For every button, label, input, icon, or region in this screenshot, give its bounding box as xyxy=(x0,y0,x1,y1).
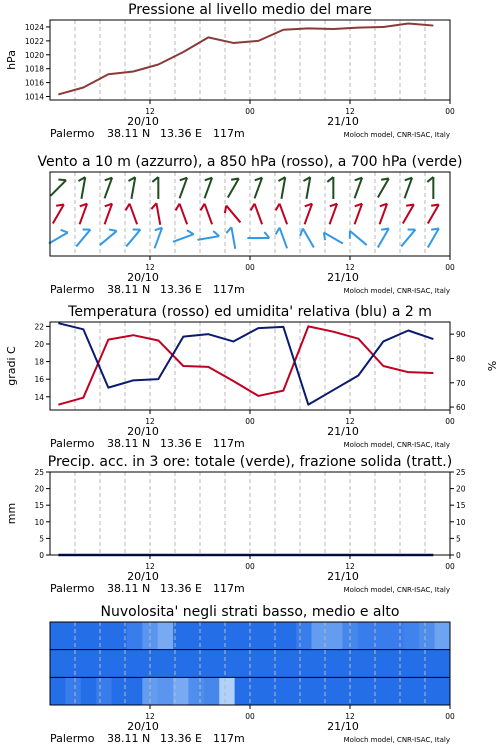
wind-barb xyxy=(126,204,137,225)
y-tick-label: 15 xyxy=(34,501,44,511)
y-axis-label: hPa xyxy=(5,50,18,70)
cloud-cell xyxy=(265,622,281,650)
cloud-cell xyxy=(404,650,420,678)
wind-barb-shaft xyxy=(100,231,117,245)
location-lon: 13.36 E xyxy=(160,127,202,140)
cloud-cell xyxy=(250,650,266,678)
day-label: 20/10 xyxy=(127,720,159,733)
cloud-cell xyxy=(388,622,404,650)
wind-barb xyxy=(76,230,90,247)
location-city: Palermo xyxy=(50,437,95,450)
wind-barb xyxy=(225,206,241,223)
wind-barb-shaft xyxy=(281,177,285,199)
x-tick-label: 00 xyxy=(445,107,455,116)
chart-title: Nuvolosita' negli strati basso, medio e alto xyxy=(100,604,400,620)
y2-tick-label: 20 xyxy=(456,484,466,494)
x-tick-label: 12 xyxy=(145,712,155,721)
y-tick-label: 1018 xyxy=(24,64,44,74)
wind-barb-feather xyxy=(176,204,180,211)
cloud-cell xyxy=(327,650,343,678)
cloud-cell xyxy=(81,677,97,705)
x-tick-label: 00 xyxy=(445,562,455,571)
wind-barb xyxy=(49,230,68,244)
location-alt: 117m xyxy=(213,732,245,745)
y-tick-label: 22 xyxy=(34,322,44,332)
wind-barb xyxy=(278,177,285,199)
credit: Moloch model, CNR-ISAC, Italy xyxy=(343,736,450,744)
cloud-cell xyxy=(296,650,312,678)
x-tick-label: 12 xyxy=(345,417,355,426)
x-tick-label: 00 xyxy=(245,417,255,426)
cloud-cell xyxy=(281,622,297,650)
wind-barb xyxy=(228,178,239,197)
x-tick-label: 12 xyxy=(145,562,155,571)
wind-barb-shaft xyxy=(403,204,414,223)
cloud-cell xyxy=(419,622,435,650)
wind-barb-shaft xyxy=(131,177,135,199)
location-city: Palermo xyxy=(50,582,95,595)
wind-barb-feather xyxy=(231,178,239,179)
wind-barb xyxy=(155,228,163,249)
x-tick-label: 12 xyxy=(345,712,355,721)
x-tick-label: 00 xyxy=(245,712,255,721)
cloud-cell xyxy=(81,622,97,650)
wind-barb-feather xyxy=(58,179,66,180)
wind-barb-shaft xyxy=(280,204,288,225)
y-axis-label: gradi C xyxy=(5,346,18,386)
wind-barb xyxy=(128,177,135,199)
y-tick-label: 0 xyxy=(39,551,44,560)
cloud-cell xyxy=(219,677,235,705)
wind-barb-shaft xyxy=(228,178,239,197)
cloud-cell xyxy=(388,677,404,705)
plot-frame xyxy=(50,20,450,100)
credit: Moloch model, CNR-ISAC, Italy xyxy=(343,131,450,139)
cloud-cell xyxy=(50,677,66,705)
cloud-cell xyxy=(188,677,204,705)
day-label: 20/10 xyxy=(127,115,159,128)
wind-barb-feather xyxy=(251,204,255,211)
wind-barb-feather xyxy=(187,230,194,234)
y-tick-label: 1014 xyxy=(24,92,44,102)
y-tick-label: 1024 xyxy=(24,22,44,32)
wind-barb-shaft xyxy=(81,177,85,199)
y2-tick-label: 80 xyxy=(456,354,466,364)
wind-barb xyxy=(152,177,158,199)
wind-barb-shaft xyxy=(378,228,389,247)
cloud-cell xyxy=(96,622,112,650)
cloud-cell xyxy=(435,650,451,678)
wind-barb xyxy=(327,177,333,199)
location-lon: 13.36 E xyxy=(160,732,202,745)
wind-barb xyxy=(205,178,213,199)
location-lon: 13.36 E xyxy=(160,437,202,450)
day-label: 20/10 xyxy=(127,271,159,284)
wind-barb xyxy=(226,227,235,249)
y-tick-label: 14 xyxy=(34,392,44,402)
wind-barb-feather xyxy=(201,204,205,211)
wind-barb-feather xyxy=(226,227,231,233)
wind-barb-shaft xyxy=(255,204,263,225)
cloud-cell xyxy=(188,650,204,678)
y2-tick-label: 70 xyxy=(456,378,466,388)
y-tick-label: 10 xyxy=(34,517,44,527)
cloud-cell xyxy=(96,677,112,705)
cloud-cell xyxy=(388,650,404,678)
wind-barb-feather xyxy=(381,178,389,179)
cloud-cell xyxy=(204,677,220,705)
credit: Moloch model, CNR-ISAC, Italy xyxy=(343,586,450,594)
cloud-cell xyxy=(219,650,235,678)
cloud-cell xyxy=(327,622,343,650)
cloud-cell xyxy=(250,622,266,650)
cloud-cell xyxy=(435,622,451,650)
wind-barb xyxy=(355,178,363,199)
wind-barb-feather xyxy=(431,204,439,205)
cloud-cell xyxy=(250,677,266,705)
wind-barb-shaft xyxy=(126,230,140,247)
y2-tick-label: 15 xyxy=(456,501,466,511)
wind-barb-shaft xyxy=(350,231,367,245)
wind-barb-feather xyxy=(151,203,156,209)
y-tick-label: 20 xyxy=(34,340,44,349)
wind-barb-shaft xyxy=(173,234,194,242)
cloud-cell xyxy=(235,677,251,705)
wind-barb-feather xyxy=(431,228,439,229)
location-city: Palermo xyxy=(50,732,95,745)
wind-barb xyxy=(255,178,263,199)
wind-barb xyxy=(300,228,314,247)
wind-barb xyxy=(380,204,388,225)
wind-barb xyxy=(126,230,140,247)
wind-barb-feather xyxy=(324,233,325,241)
wind-barb-feather xyxy=(126,204,130,211)
y2-tick-label: 0 xyxy=(456,551,461,560)
day-label: 21/10 xyxy=(327,570,359,583)
location-alt: 117m xyxy=(213,582,245,595)
y2-tick-label: 25 xyxy=(456,468,466,477)
wind-barb xyxy=(51,179,67,195)
location-city: Palermo xyxy=(50,283,95,296)
wind-barb-feather xyxy=(381,228,389,229)
chart-title: Vento a 10 m (azzurro), a 850 hPa (rosso), a 700 hPa (verde) xyxy=(37,154,463,170)
cloud-cell xyxy=(358,650,374,678)
wind-barb xyxy=(378,228,389,247)
wind-barb-feather xyxy=(109,230,117,231)
cloud-cell xyxy=(327,677,343,705)
credit: Moloch model, CNR-ISAC, Italy xyxy=(343,441,450,449)
temperature-line xyxy=(58,326,433,404)
chart-title: Precip. acc. in 3 ore: totale (verde), frazione solida (tratt.) xyxy=(47,454,453,470)
wind-barb xyxy=(303,177,310,199)
cloud-cell xyxy=(235,650,251,678)
x-tick-label: 00 xyxy=(445,417,455,426)
day-label: 21/10 xyxy=(327,425,359,438)
wind-barb xyxy=(53,204,64,223)
cloud-cell xyxy=(235,622,251,650)
cloud-cell xyxy=(158,650,174,678)
wind-barb xyxy=(355,204,363,225)
cloud-cell xyxy=(65,650,81,678)
wind-barb-shaft xyxy=(51,180,67,196)
cloud-cell xyxy=(419,650,435,678)
wind-barb-feather xyxy=(61,230,68,233)
x-tick-label: 12 xyxy=(345,562,355,571)
wind-barb-shaft xyxy=(49,233,68,244)
wind-barb-shaft xyxy=(205,204,213,225)
chart-title: Pressione al livello medio del mare xyxy=(128,2,372,18)
wind-barb xyxy=(305,204,313,225)
x-tick-label: 00 xyxy=(245,107,255,116)
cloud-cell xyxy=(50,622,66,650)
wind-barb xyxy=(105,204,113,225)
location-alt: 117m xyxy=(213,283,245,296)
y-tick-label: 20 xyxy=(34,484,44,494)
wind-barb xyxy=(105,178,113,199)
wind-barb-shaft xyxy=(428,228,439,247)
x-tick-label: 12 xyxy=(145,417,155,426)
cloud-cell xyxy=(127,650,143,678)
location-lat: 38.11 N xyxy=(107,582,151,595)
y2-tick-label: 90 xyxy=(456,330,466,340)
day-label: 20/10 xyxy=(127,425,159,438)
wind-barb-feather xyxy=(213,231,219,236)
wind-barb xyxy=(198,231,220,240)
wind-barb-shaft xyxy=(130,204,138,225)
cloud-cell xyxy=(188,622,204,650)
wind-barb xyxy=(173,230,194,241)
cloud-cell xyxy=(219,622,235,650)
cloud-cell xyxy=(404,622,420,650)
x-tick-label: 00 xyxy=(445,712,455,721)
wind-barb-shaft xyxy=(401,230,415,247)
wind-barb-shaft xyxy=(324,233,343,244)
credit: Moloch model, CNR-ISAC, Italy xyxy=(343,287,450,295)
cloud-cell xyxy=(296,622,312,650)
wind-barb xyxy=(80,204,88,225)
wind-barb-feather xyxy=(406,204,414,205)
location-alt: 117m xyxy=(213,437,245,450)
wind-barb-shaft xyxy=(180,204,188,225)
x-tick-label: 00 xyxy=(445,263,455,272)
wind-barb xyxy=(401,230,415,247)
cloud-cell xyxy=(65,622,81,650)
y2-tick-label: 5 xyxy=(456,534,461,544)
chart-title: Temperatura (rosso) ed umidita' relativa (blu) a 2 m xyxy=(68,304,432,320)
y2-tick-label: 10 xyxy=(456,517,466,527)
wind-barb xyxy=(428,228,439,247)
wind-barb-shaft xyxy=(280,228,288,249)
wind-barb xyxy=(276,228,287,249)
y2-tick-label: 60 xyxy=(456,403,466,413)
wind-barb xyxy=(405,178,413,199)
location-lat: 38.11 N xyxy=(107,437,151,450)
cloud-cell xyxy=(296,677,312,705)
day-label: 20/10 xyxy=(127,570,159,583)
y-tick-label: 16 xyxy=(34,375,44,385)
wind-barb xyxy=(251,204,262,225)
wind-barb xyxy=(247,232,269,238)
wind-barb xyxy=(276,204,287,225)
location-alt: 117m xyxy=(213,127,245,140)
location-lat: 38.11 N xyxy=(107,283,151,296)
wind-barb xyxy=(350,231,367,245)
y-tick-label: 1022 xyxy=(24,36,44,46)
wind-barb-shaft xyxy=(198,236,220,240)
wind-barb xyxy=(428,204,439,223)
cloud-cell xyxy=(435,677,451,705)
wind-barb-feather xyxy=(276,204,280,211)
day-label: 21/10 xyxy=(327,115,359,128)
wind-barb-feather xyxy=(56,204,64,205)
wind-barb-shaft xyxy=(76,230,90,247)
x-tick-label: 12 xyxy=(345,107,355,116)
cloud-cell xyxy=(204,650,220,678)
location-lat: 38.11 N xyxy=(107,732,151,745)
pressure-line xyxy=(58,23,433,94)
day-label: 21/10 xyxy=(327,720,359,733)
location-lon: 13.36 E xyxy=(160,582,202,595)
cloud-cell xyxy=(158,677,174,705)
panel-clouds xyxy=(50,604,455,745)
y-tick-label: 18 xyxy=(34,357,44,367)
wind-barb-shaft xyxy=(378,178,389,197)
location-lat: 38.11 N xyxy=(107,127,151,140)
wind-barb-shaft xyxy=(428,204,439,223)
wind-barb-feather xyxy=(300,228,303,235)
cloud-cell xyxy=(204,622,220,650)
wind-barb xyxy=(176,204,187,225)
wind-barb-shaft xyxy=(156,203,160,225)
wind-barb xyxy=(427,177,433,199)
cloud-cell xyxy=(404,677,420,705)
panel-temperature xyxy=(5,304,498,450)
humidity-line xyxy=(58,323,433,404)
cloud-cell xyxy=(65,677,81,705)
x-tick-label: 12 xyxy=(145,107,155,116)
panel-precip xyxy=(5,454,466,595)
wind-barb xyxy=(180,178,188,199)
day-label: 21/10 xyxy=(327,271,359,284)
wind-barb-shaft xyxy=(306,177,310,199)
y-axis-label: mm xyxy=(5,502,18,525)
cloud-cell xyxy=(419,677,435,705)
cloud-cell xyxy=(81,650,97,678)
wind-barb-shaft xyxy=(53,204,64,223)
wind-barb xyxy=(78,177,85,199)
wind-barb-feather xyxy=(276,228,280,235)
wind-barb xyxy=(151,203,160,225)
y-tick-label: 25 xyxy=(34,468,44,477)
location-city: Palermo xyxy=(50,127,95,140)
cloud-cell xyxy=(127,677,143,705)
panel-pressure xyxy=(5,2,455,140)
y-tick-label: 5 xyxy=(39,534,44,544)
x-tick-label: 12 xyxy=(345,263,355,272)
cloud-cell xyxy=(281,677,297,705)
x-tick-label: 12 xyxy=(145,263,155,272)
cloud-cell xyxy=(50,650,66,678)
wind-barb-shaft xyxy=(303,228,314,247)
wind-barb xyxy=(324,233,343,244)
cloud-cell xyxy=(96,650,112,678)
y-tick-label: 1016 xyxy=(24,78,44,88)
cloud-cell xyxy=(127,622,143,650)
y-tick-label: 1020 xyxy=(24,50,44,60)
cloud-cell xyxy=(358,622,374,650)
cloud-cell xyxy=(158,622,174,650)
x-tick-label: 00 xyxy=(245,263,255,272)
wind-barb xyxy=(403,204,414,223)
y2-axis-label: % xyxy=(485,360,498,372)
wind-barb-feather xyxy=(225,206,226,214)
wind-barb-shaft xyxy=(231,227,235,249)
wind-barb xyxy=(378,178,389,197)
x-tick-label: 00 xyxy=(245,562,255,571)
panel-wind xyxy=(37,154,462,296)
cloud-cell xyxy=(265,677,281,705)
cloud-cell xyxy=(281,650,297,678)
location-lon: 13.36 E xyxy=(160,283,202,296)
cloud-cell xyxy=(358,677,374,705)
wind-barb-shaft xyxy=(226,206,240,223)
wind-barb xyxy=(201,204,212,225)
cloud-cell xyxy=(265,650,281,678)
wind-barb xyxy=(330,204,338,225)
wind-barb xyxy=(100,230,117,246)
